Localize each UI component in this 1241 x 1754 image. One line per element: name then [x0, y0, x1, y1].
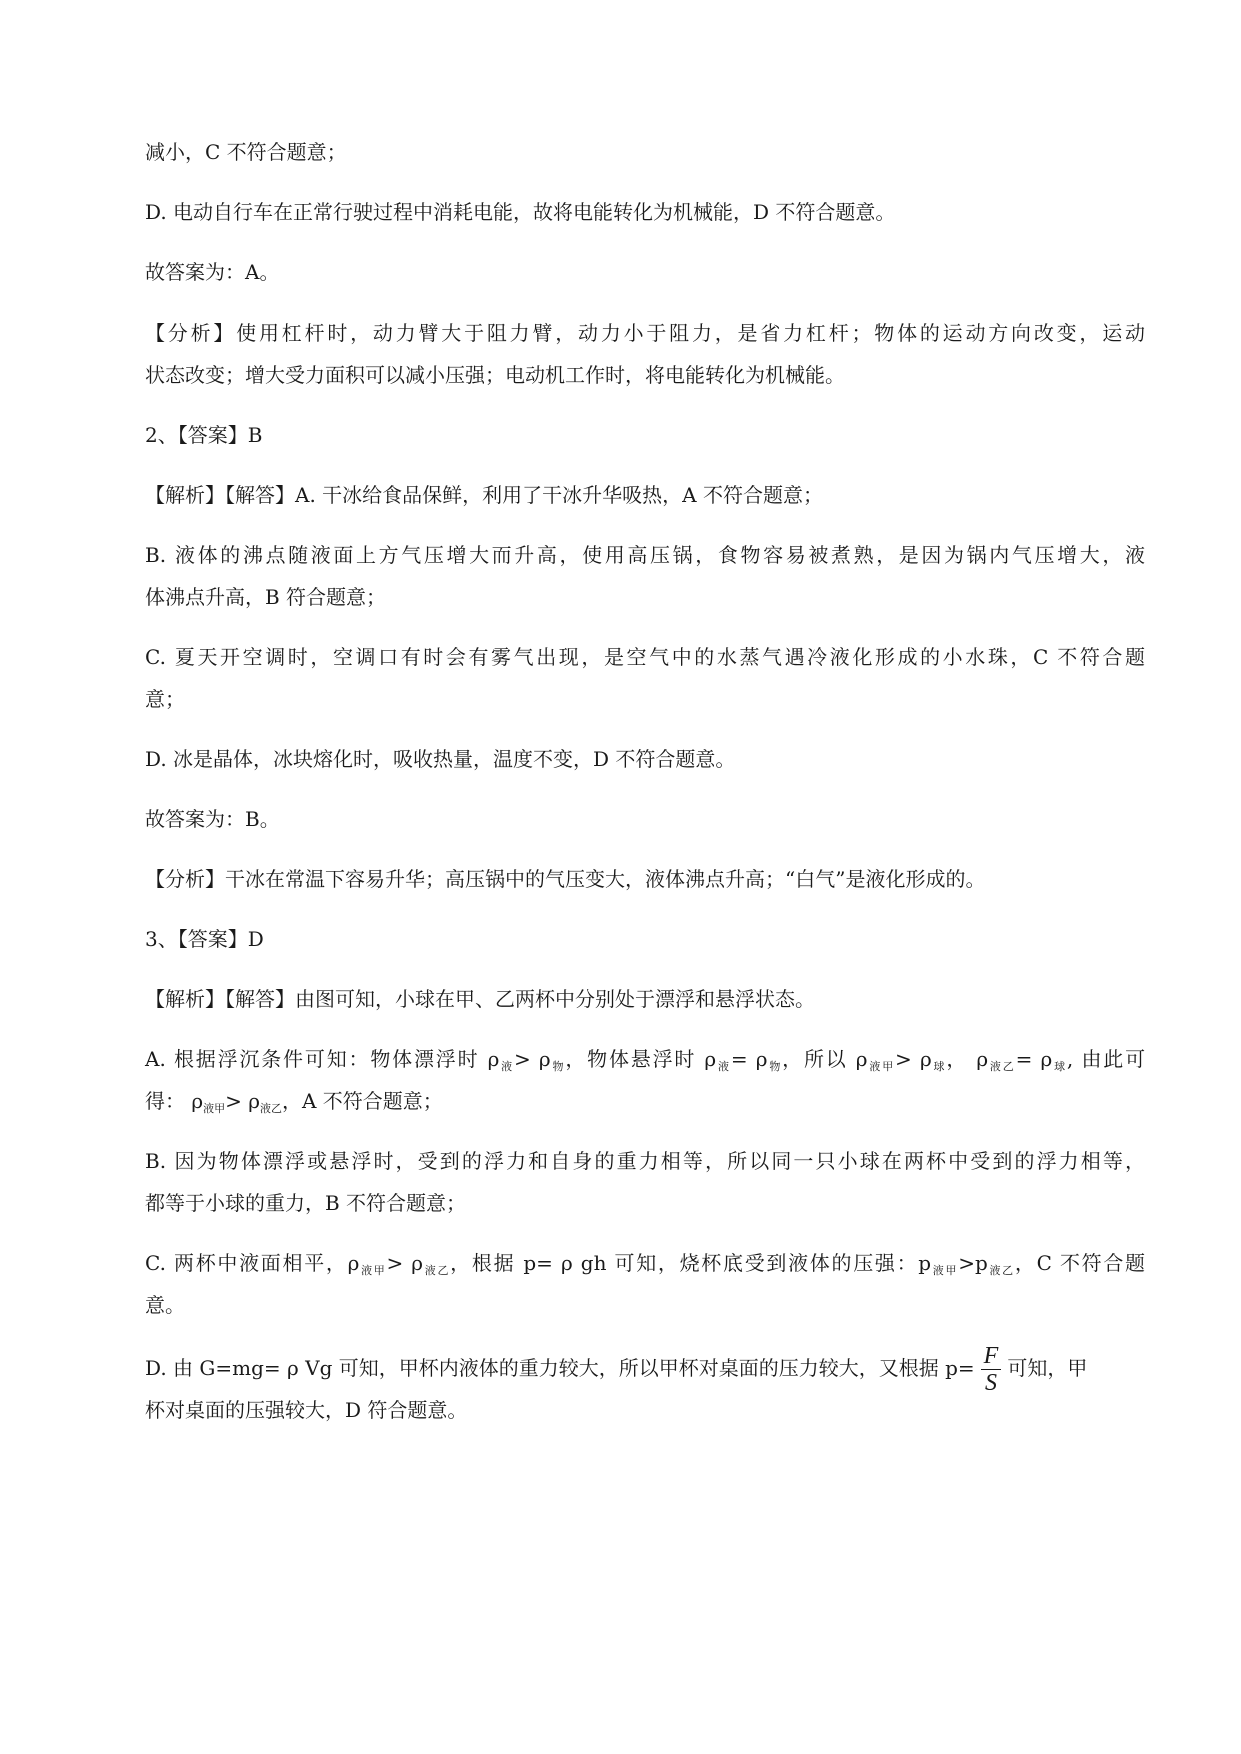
- paragraph: 【解析】【解答】由图可知，小球在甲、乙两杯中分别处于漂浮和悬浮状态。: [145, 987, 815, 1011]
- analysis-line-2: 状态改变；增大受力面积可以减小压强；电动机工作时，将电能转化为机械能。: [145, 363, 845, 387]
- paragraph: D. 电动自行车在正常行驶过程中消耗电能，故将电能转化为机械能，D 不符合题意。: [145, 200, 896, 224]
- paragraph: D. 冰是晶体，冰块熔化时，吸收热量，温度不变，D 不符合题意。: [145, 747, 736, 771]
- option-b-line-1: B. 因为物体漂浮或悬浮时，受到的浮力和自身的重力相等，所以同一只小球在两杯中受到的浮力相等，: [145, 1149, 1145, 1173]
- paragraph: 体沸点升高，B 符合题意；: [145, 585, 387, 609]
- option-d-line-2: 杯对桌面的压强较大，D 符合题意。: [145, 1398, 468, 1422]
- paragraph: 故答案为：B。: [145, 807, 280, 831]
- paragraph: 减小，C 不符合题意；: [145, 140, 347, 164]
- analysis-line: 【分析】干冰在常温下容易升华；高压锅中的气压变大，液体沸点升高；“白气”是液化形成的。: [145, 867, 986, 891]
- question-2-answer: 2、【答案】B: [145, 423, 263, 447]
- paragraph: B. 液体的沸点随液面上方气压增大而升高，使用高压锅，食物容易被煮熟，是因为锅内气压增大，液: [145, 543, 1145, 567]
- paragraph: 意；: [145, 687, 185, 711]
- option-c-line-1: C. 两杯中液面相平，$\rho_{液甲}> \rho_{液乙}$，根据 p= ρ gh 可知，烧杯底受到液体的压强：$p_{液甲}>p_{液乙}$，C 不符合题: [145, 1251, 1146, 1277]
- analysis-line-1: 【分析】使用杠杆时，动力臂大于阻力臂，动力小于阻力，是省力杠杆；物体的运动方向改变，运动: [145, 321, 1145, 345]
- paragraph: 【解析】【解答】A. 干冰给食品保鲜，利用了干冰升华吸热，A 不符合题意；: [145, 483, 823, 507]
- paragraph: C. 夏天开空调时，空调口有时会有雾气出现，是空气中的水蒸气遇冷液化形成的小水珠，C 不符合题: [145, 645, 1145, 669]
- fraction-f-over-s: $\frac{F}{S}$: [981, 1343, 1002, 1396]
- paragraph: 故答案为：A。: [145, 260, 280, 284]
- question-3-answer: 3、【答案】D: [145, 927, 264, 951]
- option-a-line-2: 得： $\rho_{液甲}> \rho_{液乙}$，A 不符合题意；: [145, 1089, 443, 1115]
- option-d-line-1: D. 由 G=mg= ρ Vg 可知，甲杯内液体的重力较大，所以甲杯对桌面的压力较大，又根据 p= $\frac{F}{S}$ 可知，甲: [145, 1343, 1088, 1396]
- option-b-line-2: 都等于小球的重力，B 不符合题意；: [145, 1191, 467, 1215]
- option-c-line-2: 意。: [145, 1293, 185, 1317]
- option-a-line-1: A. 根据浮沉条件可知：物体漂浮时 $\rho_液> \rho_物$，物体悬浮时 $\rho_液= \rho_物$，所以 $\rho_{液甲}> \rho_球$， $\rho_{液乙}= \rho_球$, 由此可: [145, 1047, 1146, 1073]
